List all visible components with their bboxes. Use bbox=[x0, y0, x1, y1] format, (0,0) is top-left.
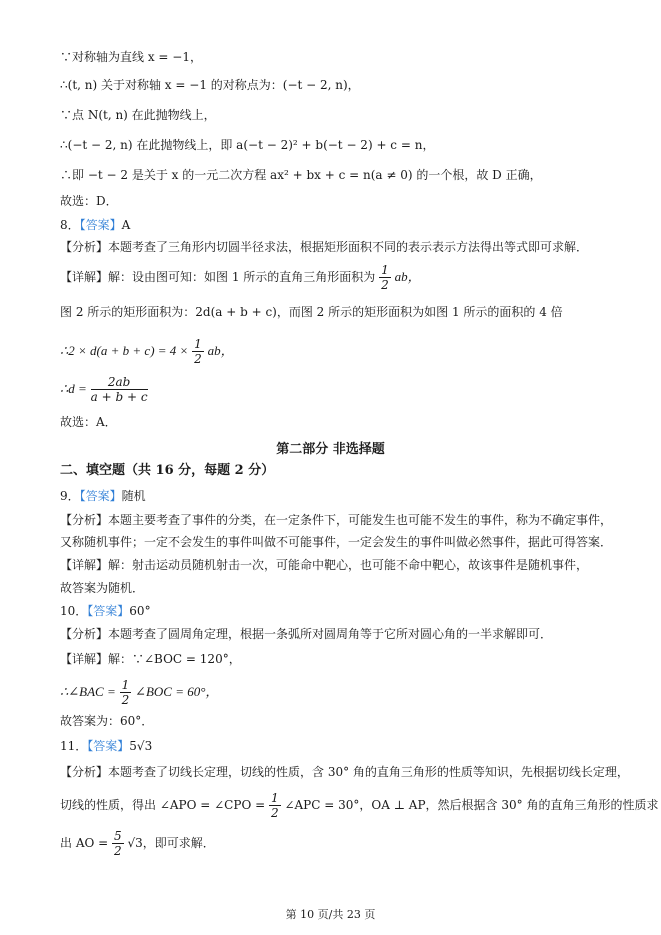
q9-answer-line bbox=[60, 487, 621, 505]
fraction-numerator: 5 bbox=[114, 829, 122, 843]
q11-analysis-line bbox=[60, 828, 621, 858]
text-line: 图 2 所示的矩形面积为：2d(a + b + c)，而图 2 所示的矩形面积为如图 1 所示的面积的 4 倍 bbox=[60, 305, 563, 319]
fraction-denominator: 2 bbox=[381, 278, 389, 292]
text-line: ∵点 N(t, n) 在此抛物线上， bbox=[60, 108, 216, 122]
text-line: ∴即 −t − 2 是关于 x 的一元二次方程 ax² + bx + c = n(a ≠ 0) 的一个根，故 D 正确， bbox=[60, 168, 542, 182]
q8-answer-line bbox=[60, 216, 621, 234]
fraction bbox=[379, 263, 391, 292]
section-heading: 二、填空题（共 16 分，每题 2 分） bbox=[60, 463, 275, 478]
fraction bbox=[91, 375, 148, 404]
q11-analysis-line bbox=[60, 790, 659, 820]
text-segment: ∠BOC = 60°， bbox=[135, 684, 219, 699]
answer-value: 随机 bbox=[121, 489, 146, 503]
answer-tag: 【答案】 bbox=[79, 489, 122, 503]
answer-value: 60° bbox=[129, 604, 151, 618]
question-number: 9． bbox=[60, 489, 80, 503]
q8-detail-line bbox=[60, 262, 621, 292]
text-line: 【分析】本题主要考查了事件的分类，在一定条件下，可能发生也可能不发生的事件，称为不确定事件， bbox=[60, 513, 613, 527]
text-line: 故选：A． bbox=[60, 415, 117, 429]
fraction-denominator: 2 bbox=[194, 352, 202, 366]
answer-value: 5√3 bbox=[129, 739, 153, 753]
answer-tag: 【答案】 bbox=[87, 739, 130, 753]
answer-tag: 【答案】 bbox=[87, 604, 130, 618]
text-line: ∵对称轴为直线 x = −1， bbox=[60, 50, 202, 64]
fraction-numerator: 1 bbox=[270, 791, 279, 805]
question-number: 8． bbox=[60, 218, 80, 232]
fraction-denominator: 2 bbox=[114, 844, 122, 858]
fraction-numerator: 1 bbox=[381, 263, 389, 277]
text-segment: √3，即可求解． bbox=[127, 836, 215, 850]
fraction bbox=[120, 678, 132, 707]
question-number: 11． bbox=[60, 739, 88, 753]
text-line: 【详解】解：射击运动员随机射击一次，可能命中靶心，也可能不命中靶心，故该事件是随机事件， bbox=[60, 558, 589, 572]
answer-value: A bbox=[121, 218, 131, 232]
text-line: ∴(t, n) 关于对称轴 x = −1 的对称点为：(−t − 2, n)， bbox=[60, 78, 360, 92]
question-number: 10． bbox=[60, 604, 88, 618]
fraction-numerator: 1 bbox=[121, 678, 130, 692]
text-segment: ∴d = bbox=[60, 381, 87, 396]
page-footer: 第 10 页/共 23 页 bbox=[285, 908, 376, 921]
text-segment: ∠APC = 30°，OA ⊥ AP，然后根据含 30° 角的直角三角形的性质求 bbox=[284, 798, 659, 812]
fraction bbox=[192, 337, 204, 366]
q10-answer-line bbox=[60, 602, 621, 620]
q11-answer-line bbox=[60, 737, 621, 755]
text-line: 【分析】本题考查了圆周角定理，根据一条弧所对圆周角等于它所对圆心角的一半求解即可． bbox=[60, 627, 553, 641]
text-line: 故答案为：60°． bbox=[60, 714, 154, 728]
fraction-denominator: a + b + c bbox=[90, 390, 148, 404]
q10-equation-line bbox=[60, 677, 621, 707]
text-line: 故选：D． bbox=[60, 194, 118, 208]
fraction-numerator: 2ab bbox=[91, 375, 148, 390]
fraction bbox=[269, 791, 281, 820]
text-line: 【分析】本题考查了三角形内切圆半径求法，根据矩形面积不同的表示表示方法得出等式即可求解． bbox=[60, 240, 589, 254]
part-title: 第二部分 非选择题 bbox=[276, 442, 385, 457]
text-segment: 切线的性质，得出 ∠APO = ∠CPO = bbox=[60, 798, 266, 812]
q8-result-equation bbox=[60, 374, 621, 404]
text-line: 【详解】解：∵∠BOC = 120°， bbox=[60, 652, 241, 666]
text-line: 故答案为随机． bbox=[60, 581, 145, 595]
text-line: 【分析】本题考查了切线长定理，切线的性质，含 30° 角的直角三角形的性质等知识，先根据切线长定理， bbox=[60, 765, 629, 779]
text-segment: 出 AO = bbox=[60, 836, 109, 850]
fraction-denominator: 2 bbox=[270, 806, 279, 820]
text-line: 又称随机事件；一定不会发生的事件叫做不可能事件，一定会发生的事件叫做必然事件，据此可得答案． bbox=[60, 535, 613, 549]
text-segment: 【详解】解：设由图可知：如图 1 所示的直角三角形面积为 bbox=[60, 270, 376, 284]
text-line: ∴(−t − 2, n) 在此抛物线上，即 a(−t − 2)² + b(−t − 2) + c = n， bbox=[60, 138, 435, 152]
answer-tag: 【答案】 bbox=[79, 218, 122, 232]
text-segment: ab， bbox=[207, 343, 234, 358]
fraction-denominator: 2 bbox=[121, 693, 130, 707]
fraction bbox=[112, 829, 124, 858]
text-segment: ∴∠BAC = bbox=[60, 684, 116, 699]
text-segment: ab， bbox=[394, 269, 421, 284]
q8-equation-line bbox=[60, 336, 621, 366]
fraction-numerator: 1 bbox=[194, 337, 202, 351]
text-segment: ∴2 × d(a + b + c) = 4 × bbox=[60, 343, 189, 358]
